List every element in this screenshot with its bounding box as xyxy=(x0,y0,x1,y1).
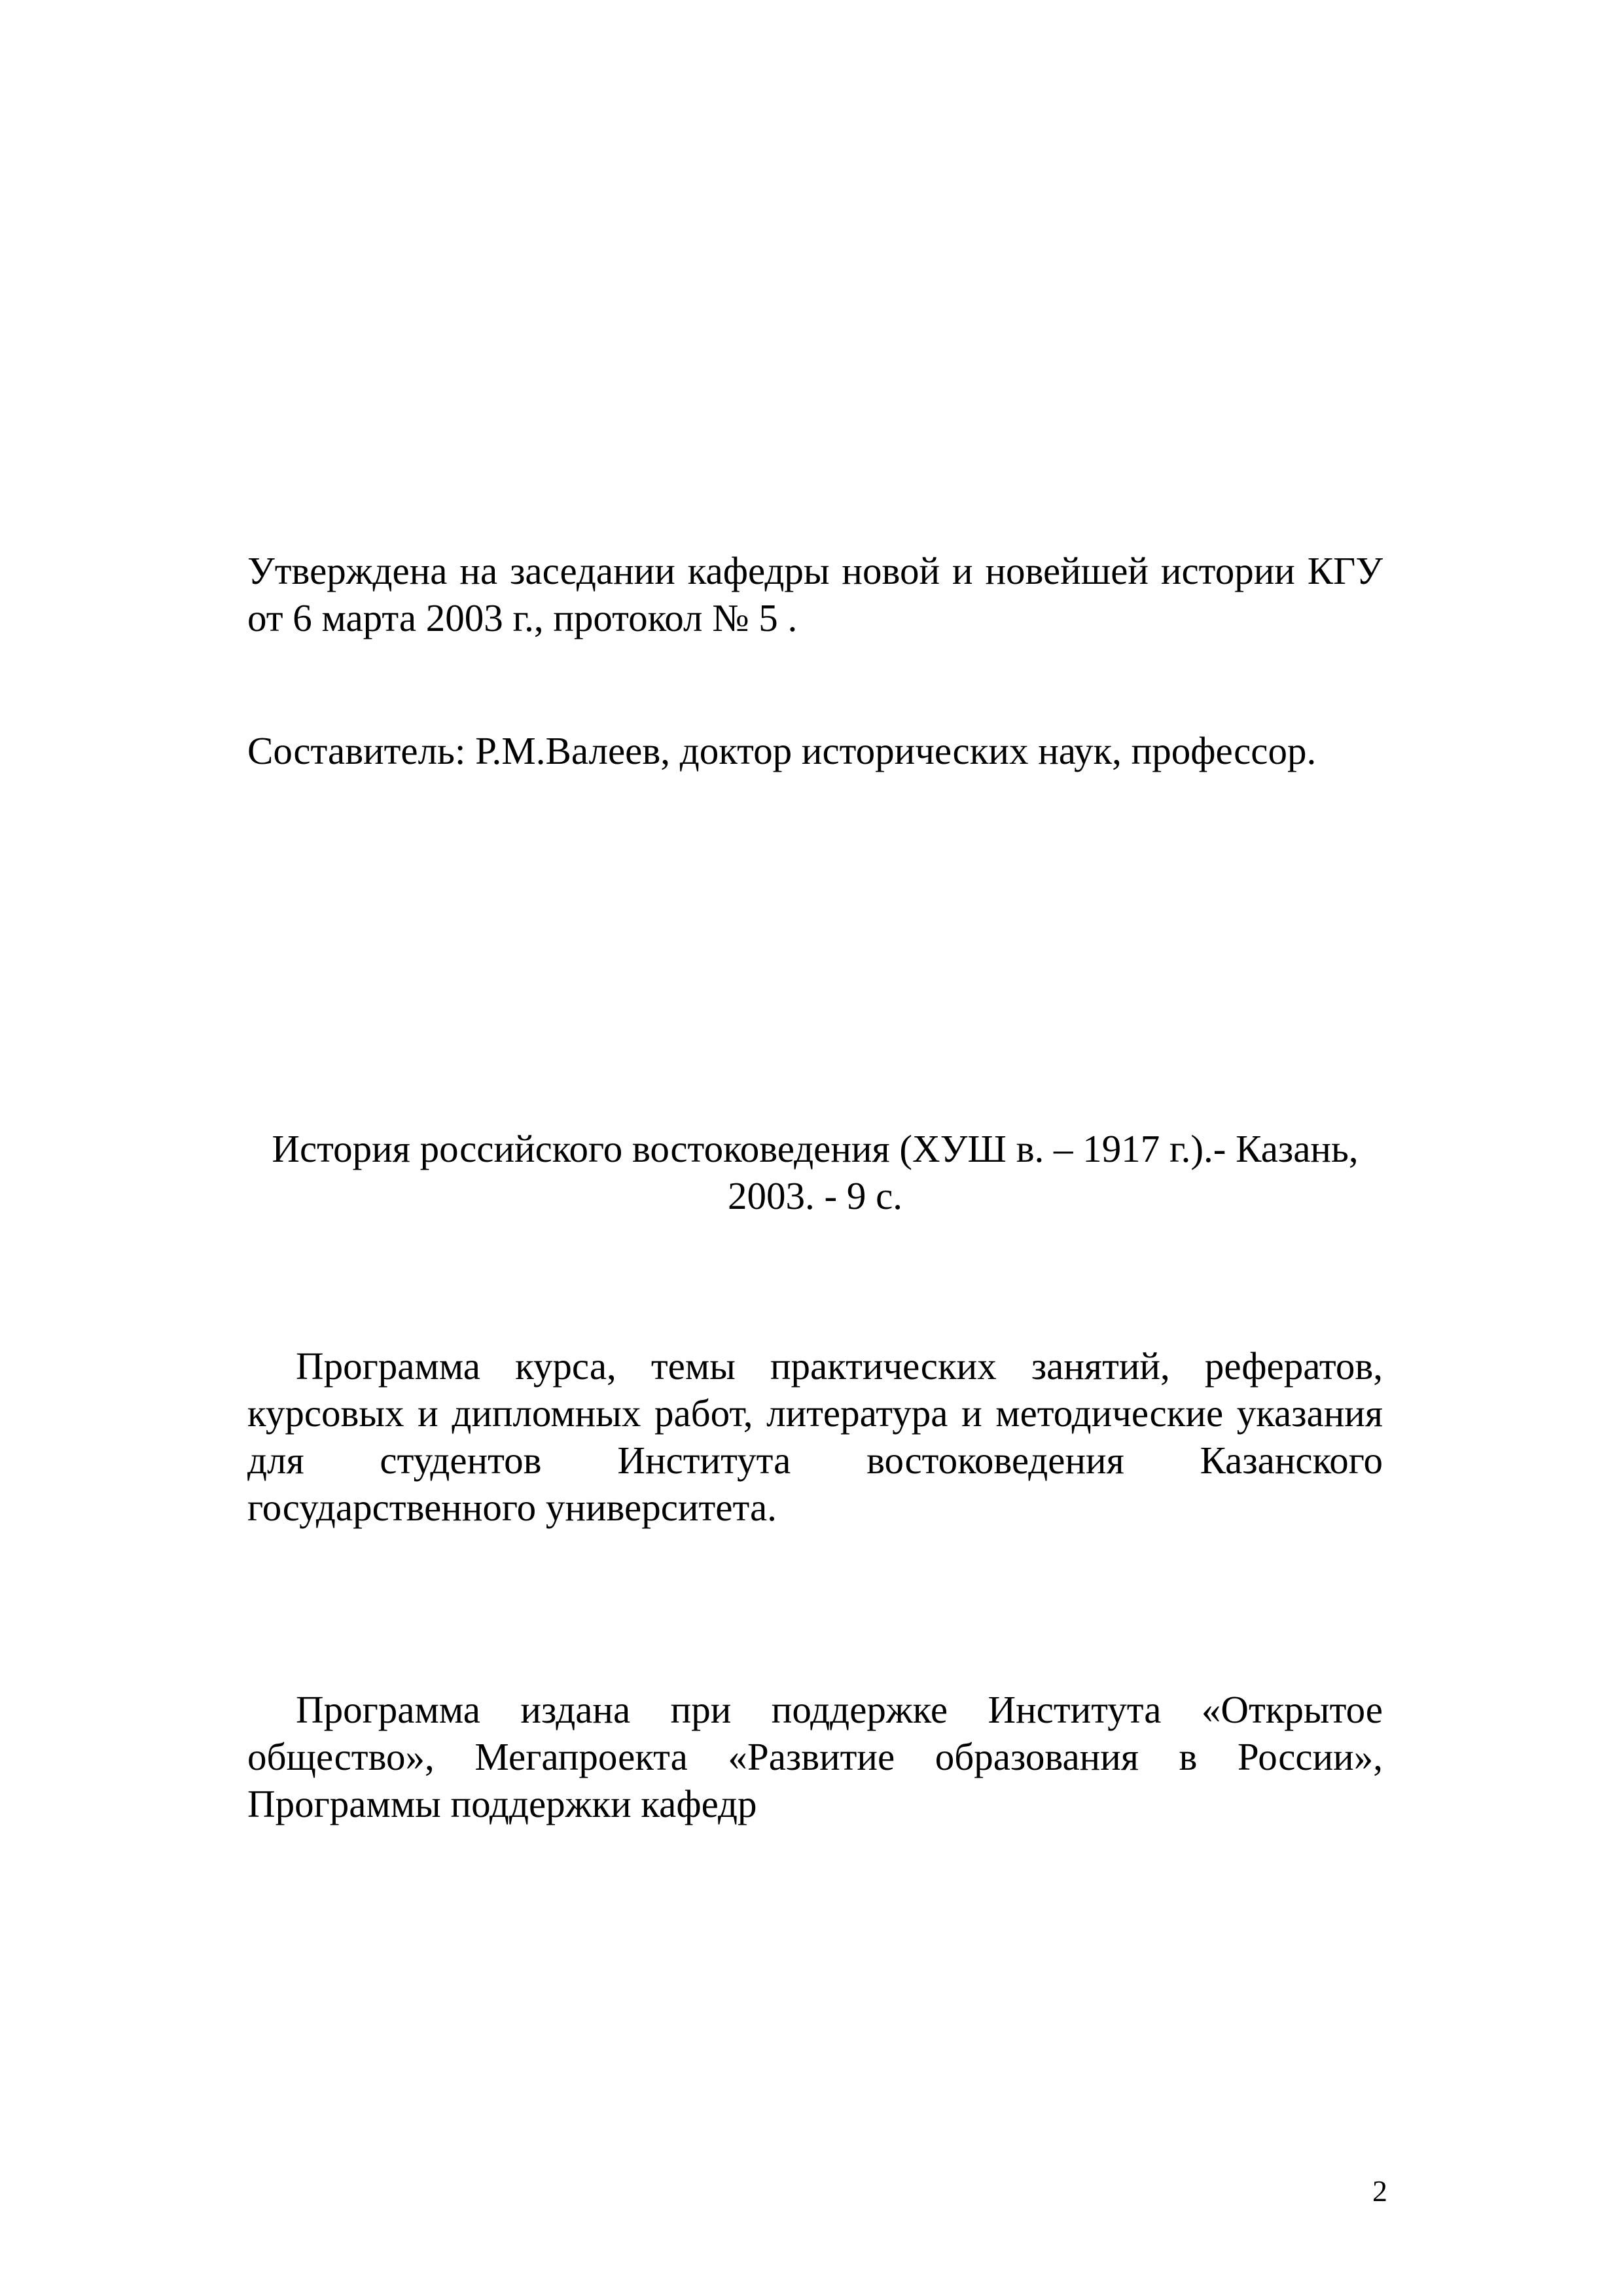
compiler-line: Составитель: Р.М.Валеев, доктор исторических наук, профессор. xyxy=(247,729,1317,772)
support-line-2: общество», Мегапроекта «Развитие образования в России», xyxy=(247,1735,1383,1778)
annotation-line-4: государственного университета. xyxy=(247,1486,777,1529)
bibliographic-citation xyxy=(247,1125,1383,1219)
approval-line-2: от 6 марта 2003 г., протокол № 5 . xyxy=(247,596,798,639)
support-paragraph xyxy=(247,1686,1383,1827)
annotation-line-3: для студентов Института востоковедения Казанского xyxy=(247,1439,1383,1482)
citation-line-2: 2003. - 9 с. xyxy=(727,1174,903,1217)
annotation-line-2: курсовых и дипломных работ, литература и методические указания xyxy=(247,1391,1383,1435)
support-line-3: Программы поддержки кафедр xyxy=(247,1782,757,1825)
annotation-paragraph xyxy=(247,1342,1383,1531)
approval-line-1: Утверждена на заседании кафедры новой и новейшей истории КГУ xyxy=(247,549,1383,592)
support-line-1: Программа издана при поддержке Института «Открытое xyxy=(296,1688,1383,1731)
page-number: 2 xyxy=(1372,2174,1387,2208)
compiler-statement xyxy=(247,727,1383,774)
annotation-line-1: Программа курса, темы практических занятий, рефератов, xyxy=(296,1344,1383,1388)
citation-line-1: История российского востоковедения (ХУШ в. – 1917 г.).- Казань, xyxy=(272,1127,1359,1170)
approval-statement xyxy=(247,547,1383,641)
